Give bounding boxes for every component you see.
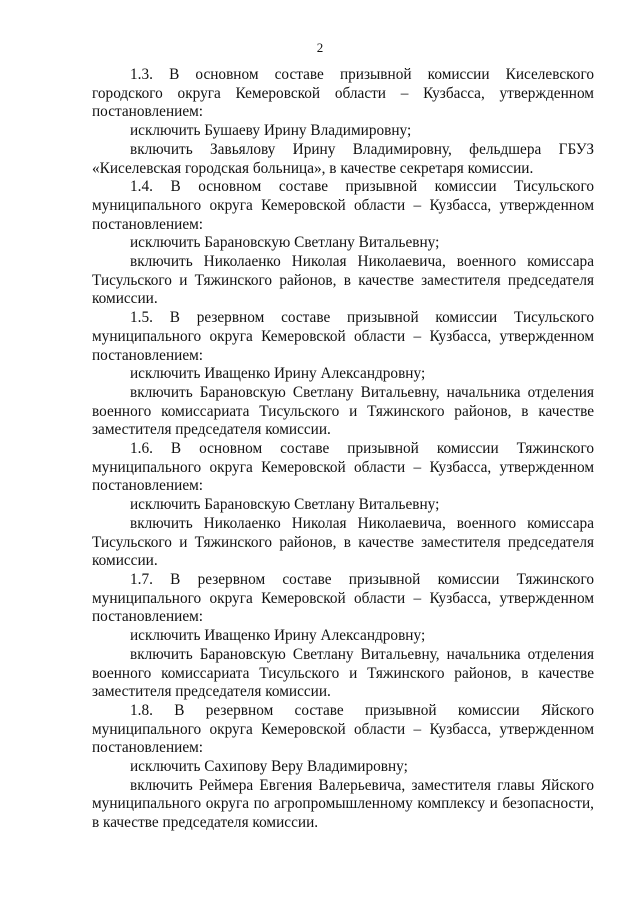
section-1-8-include: включить Реймера Евгения Валерьевича, заместителя главы Яйского муниципального округа по агропромышленному комплексу и безопасности, в качестве председателя комиссии. [92,776,594,832]
document-body [92,66,594,833]
section-1-3-exclude: исключить Бушаеву Ирину Владимировну; [130,122,412,140]
section-1-6-heading: 1.6. В основном составе призывной комиссии Тяжинского муниципального округа Кемеровской области – Кузбасса, утвержденном постановлением: [92,440,594,495]
section-1-8-exclude: исключить Сахипову Веру Владимировну; [130,758,408,776]
section-1-4-exclude: исключить Барановскую Светлану Витальевну; [130,234,440,252]
section-1-7-include: включить Барановскую Светлану Витальевну, начальника отделения военного комиссариата Тисульского и Тяжинского районов, в качестве заместителя председателя комиссии. [92,645,594,701]
section-1-4-include: включить Николаенко Николая Николаевича, военного комиссара Тисульского и Тяжинского районов, в качестве заместителя председателя комиссии. [92,253,594,308]
section-1-7-heading: 1.7. В резервном составе призывной комиссии Тяжинского муниципального округа Кемеровской области – Кузбасса, утвержденном постановлением: [92,570,594,626]
section-1-6-include: включить Николаенко Николая Николаевича, военного комиссара Тисульского и Тяжинского районов, в качестве заместителя председателя комиссии. [92,514,594,570]
section-1-6-exclude: исключить Барановскую Светлану Витальевну; [130,496,440,514]
section-1-5-include: включить Барановскую Светлану Витальевну, начальника отделения военного комиссариата Тисульского и Тяжинского районов, в качестве заместителя председателя комиссии. [92,383,594,439]
section-1-7-exclude: исключить Иващенко Ирину Александровну; [130,627,426,645]
section-1-5-exclude: исключить Иващенко Ирину Александровну; [130,365,426,383]
section-1-3-include: включить Завьялову Ирину Владимировну, фельдшера ГБУЗ «Киселевская городская больница», в качестве секретаря комиссии. [92,140,594,177]
section-1-8-heading: 1.8. В резервном составе призывной комиссии Яйского муниципального округа Кемеровской области – Кузбасса, утвержденном постановлением: [92,701,594,757]
section-1-4-heading: 1.4. В основном составе призывной комиссии Тисульского муниципального округа Кемеровской области – Кузбасса, утвержденном постановлением: [92,178,594,233]
page-number: 2 [316,40,324,55]
section-1-3-heading: 1.3. В основном составе призывной комиссии Киселевского городского округа Кемеровской области – Кузбасса, утвержденном постановлением: [92,66,594,121]
section-1-5-heading: 1.5. В резервном составе призывной комиссии Тисульского муниципального округа Кемеровской области – Кузбасса, утвержденном постановлением: [92,309,594,364]
